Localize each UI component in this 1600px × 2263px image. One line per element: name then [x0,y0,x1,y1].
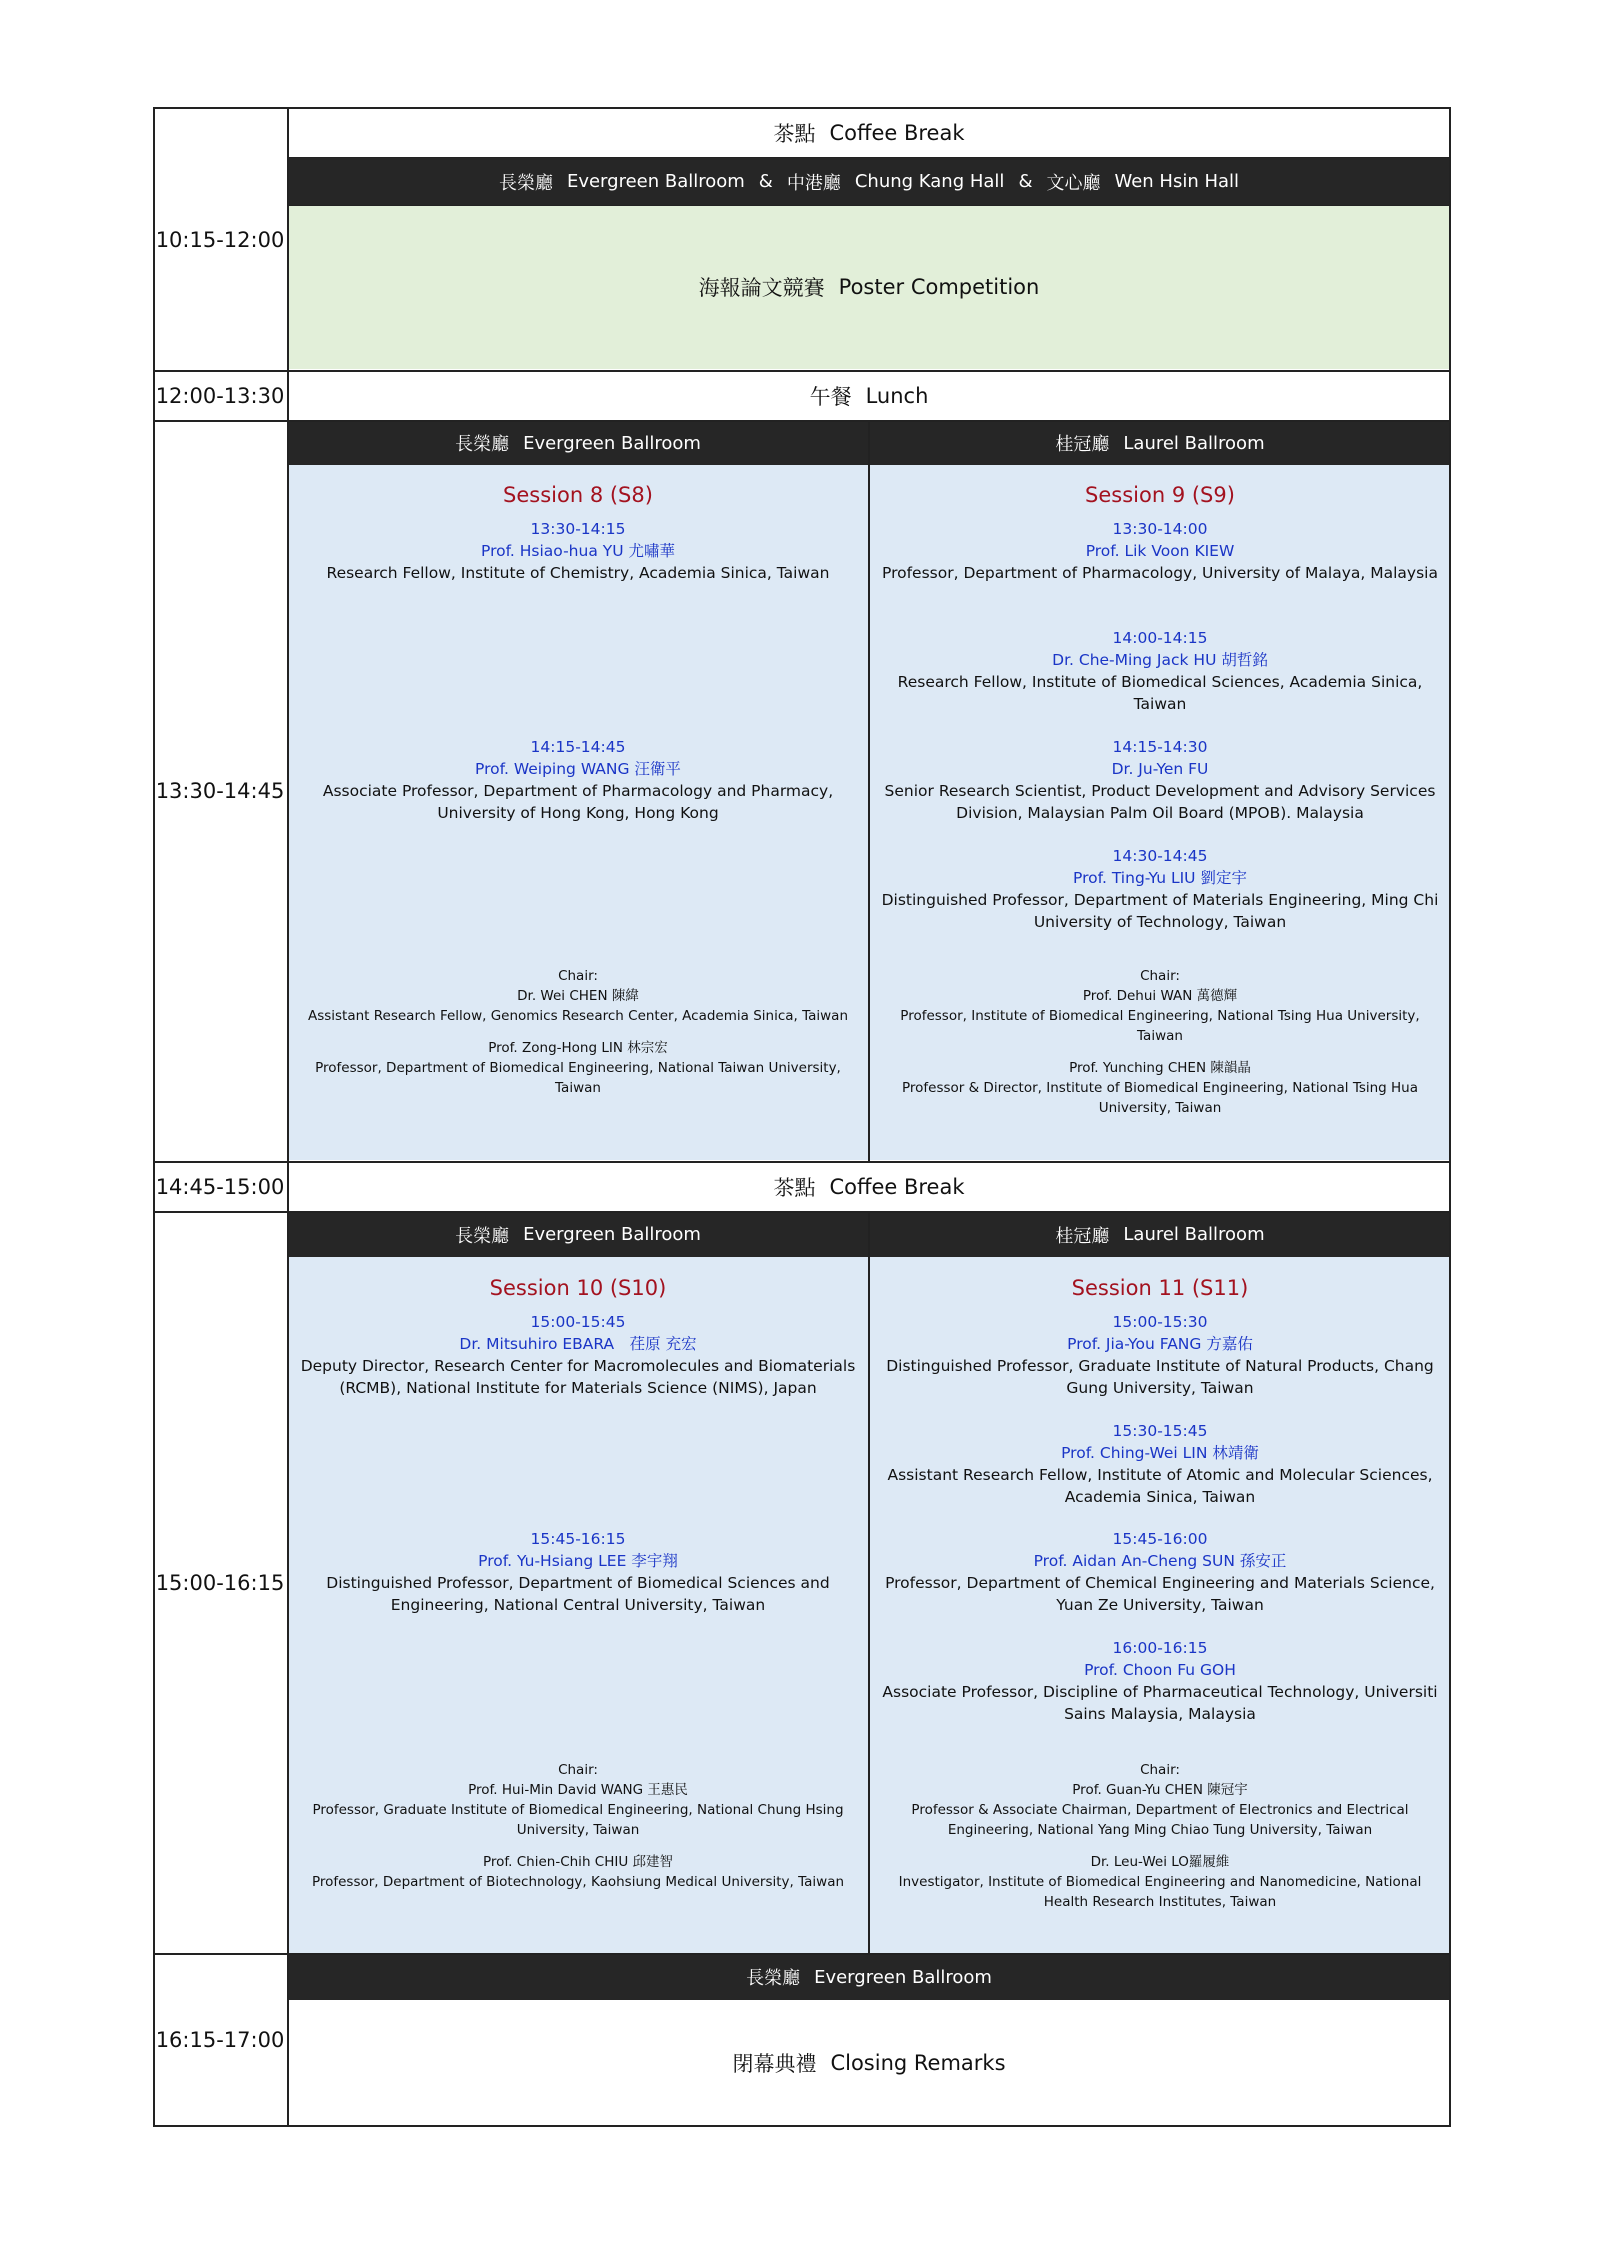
talk-time: 13:30-14:00 [1112,520,1208,538]
poster-competition [288,205,1450,369]
time-slot-1445: 14:45-15:00 [155,1175,285,1199]
venue-zh: 桂冠廳 [1055,1225,1110,1247]
chair-affiliation: Professor & Director, Institute of Biomedical Engineering, National Tsing Hua University, Taiwan [901,1080,1419,1116]
speaker-name: Dr. Che-Ming Jack HU 胡哲銘 [1052,651,1268,669]
venue-wenhsin-en: Wen Hsin Hall [1114,171,1240,192]
table-border-right [1449,107,1451,2127]
venue-chungkang-zh: 中港廳 [786,172,841,194]
row-divider [288,205,1450,206]
speaker-name: Prof. Ching-Wei LIN 林靖衛 [1061,1444,1259,1462]
talk-time: 13:30-14:15 [530,520,626,538]
lunch-en: Lunch [865,384,929,408]
speaker-affiliation: Deputy Director, Research Center for Macromolecules and Biomaterials (RCMB), National Institute for Materials Science (NIMS), Japan [300,1357,856,1397]
talk-s10-1 [292,1311,864,1399]
venue-bar-evergreen [288,421,868,465]
chair-name: Prof. Zong-Hong LIN 林宗宏 [488,1040,668,1056]
row-divider [153,1211,1451,1213]
speaker-name: Prof. Aidan An-Cheng SUN 孫安正 [1033,1552,1287,1570]
talk-time: 15:00-15:30 [1112,1313,1208,1331]
chairs-s9 [870,966,1450,1118]
coffee-break-zh: 茶點 [773,122,816,146]
speaker-affiliation: Research Fellow, Institute of Chemistry, Academia Sinica, Taiwan [326,564,830,582]
talk-s11-2 [880,1420,1440,1508]
venue-en: Evergreen Ballroom [523,1224,701,1245]
speaker-name: Dr. Mitsuhiro EBARA 荏原 充宏 [459,1335,697,1353]
lunch-row [288,371,1450,421]
talk-time: 15:00-15:45 [530,1313,626,1331]
session-title: Session 11 (S11) [1071,1276,1249,1300]
speaker-affiliation: Distinguished Professor, Graduate Institute of Natural Products, Chang Gung University, Taiwan [886,1357,1434,1397]
talk-time: 14:15-14:45 [530,738,626,756]
speaker-name: Prof. Hsiao-hua YU 尤嘯華 [481,542,675,560]
chair-affiliation: Professor, Department of Biotechnology, Kaohsiung Medical University, Taiwan [311,1874,845,1890]
venue-en: Laurel Ballroom [1123,432,1265,454]
chair-label: Chair: [558,1762,598,1778]
speaker-affiliation: Associate Professor, Discipline of Pharmaceutical Technology, Universiti Sains Malaysia, Malaysia [882,1683,1438,1723]
session-column-divider [868,1212,870,1954]
speaker-affiliation: Research Fellow, Institute of Biomedical Sciences, Academia Sinica, Taiwan [897,673,1423,713]
time-slot-1615: 16:15-17:00 [155,2028,285,2052]
talk-s11-1 [880,1311,1440,1399]
chair-label: Chair: [1140,968,1180,984]
talk-time: 15:45-16:00 [1112,1530,1208,1548]
session-10 [288,1275,868,1301]
venue-bar-all-halls [288,158,1450,205]
talk-s10-2 [308,1528,848,1616]
closing-en: Closing Remarks [830,2051,1006,2075]
table-border-left [153,107,155,2127]
coffee-break-en: Coffee Break [829,121,965,145]
venue-evergreen-en: Evergreen Ballroom [566,171,745,192]
time-slot-1015: 10:15-12:00 [155,227,285,252]
talk-s9-4 [874,845,1446,933]
speaker-affiliation: Distinguished Professor, Department of Biomedical Sciences and Engineering, National Central University, Taiwan [326,1574,830,1614]
venue-chungkang-en: Chung Kang Hall [854,171,1005,192]
row-divider [153,420,1451,422]
session-11 [870,1275,1450,1301]
speaker-affiliation: Distinguished Professor, Department of Materials Engineering, Ming Chi University of Technology, Taiwan [881,891,1439,931]
chair-name: Prof. Yunching CHEN 陳韻晶 [1069,1060,1251,1076]
talk-time: 16:00-16:15 [1112,1639,1208,1657]
speaker-affiliation: Professor, Department of Pharmacology, University of Malaya, Malaysia [882,564,1438,582]
lunch-zh: 午餐 [809,385,852,409]
talk-time: 14:00-14:15 [1112,629,1208,647]
time-slot-1200: 12:00-13:30 [155,384,285,408]
speaker-name: Prof. Jia-You FANG 方嘉佑 [1067,1335,1253,1353]
session-title: Session 8 (S8) [503,483,653,507]
speaker-name: Prof. Ting-Yu LIU 劉定宇 [1073,869,1247,887]
talk-s9-2 [890,627,1430,715]
talk-s8-1 [288,518,868,584]
talk-s9-3 [878,736,1442,824]
amp-2: & [1018,171,1033,192]
venue-bar-evergreen-closing [288,1954,1450,2000]
speaker-name: Prof. Yu-Hsiang LEE 李宇翔 [478,1552,678,1570]
row-divider [288,157,1450,158]
closing-zh: 閉幕典禮 [732,2052,817,2076]
venue-zh: 長榮廳 [455,434,510,455]
chair-name: Dr. Wei CHEN 陳緯 [517,988,639,1004]
speaker-affiliation: Senior Research Scientist, Product Development and Advisory Services Division, Malaysian Palm Oil Board (MPOB). Malaysia [884,782,1436,822]
chair-name: Prof. Hui-Min David WANG 王惠民 [468,1782,688,1798]
poster-competition-en: Poster Competition [838,275,1040,299]
chair-name: Dr. Leu-Wei LO羅履維 [1090,1854,1230,1870]
venue-bar-evergreen [288,1212,868,1257]
session-column-divider [868,421,870,1162]
chair-name: Prof. Dehui WAN 萬德輝 [1082,988,1238,1004]
venue-en: Evergreen Ballroom [814,1966,992,1988]
chair-label: Chair: [558,968,598,984]
coffee-break-en: Coffee Break [829,1175,965,1199]
venue-wenhsin-zh: 文心廳 [1046,172,1101,194]
time-slot-1330: 13:30-14:45 [155,779,285,803]
talk-time: 14:15-14:30 [1112,738,1208,756]
coffee-break-2 [288,1162,1450,1212]
chair-affiliation: Investigator, Institute of Biomedical Engineering and Nanomedicine, National Health Research Institutes, Taiwan [898,1874,1422,1910]
chairs-s11 [870,1760,1450,1912]
venue-en: Evergreen Ballroom [523,432,701,454]
venue-zh: 長榮廳 [746,1968,801,1989]
venue-zh: 長榮廳 [455,1225,510,1247]
chair-name: Prof. Guan-Yu CHEN 陳冠宇 [1072,1782,1248,1798]
chair-affiliation: Assistant Research Fellow, Genomics Research Center, Academia Sinica, Taiwan [307,1008,849,1024]
closing-remarks [288,2000,1450,2126]
talk-s9-1 [870,518,1450,584]
session-title: Session 9 (S9) [1085,483,1235,507]
session-9 [870,482,1450,508]
amp-1: & [758,171,773,192]
venue-en: Laurel Ballroom [1123,1224,1265,1245]
chair-label: Chair: [1140,1762,1180,1778]
speaker-affiliation: Assistant Research Fellow, Institute of Atomic and Molecular Sciences, Academia Sinica, Taiwan [887,1466,1433,1506]
time-slot-1500: 15:00-16:15 [155,1571,285,1595]
session-title: Session 10 (S10) [489,1276,667,1300]
talk-time: 15:45-16:15 [530,1530,626,1548]
speaker-affiliation: Professor, Department of Chemical Engineering and Materials Science, Yuan Ze University, Taiwan [885,1574,1435,1614]
venue-bar-laurel [870,421,1450,465]
chair-affiliation: Professor, Graduate Institute of Biomedical Engineering, National Chung Hsing University, Taiwan [312,1802,844,1838]
coffee-break-1 [288,108,1450,158]
talk-time: 15:30-15:45 [1112,1422,1208,1440]
speaker-name: Prof. Choon Fu GOH [1084,1661,1236,1679]
coffee-break-zh: 茶點 [773,1176,816,1200]
time-column-divider [287,107,289,2127]
chair-name: Prof. Chien-Chih CHIU 邱建智 [482,1854,674,1870]
row-divider [153,1161,1451,1163]
chair-affiliation: Professor, Institute of Biomedical Engineering, National Tsing Hua University, Taiwan [900,1008,1420,1044]
row-divider [153,107,1451,109]
row-divider [153,2125,1451,2127]
speaker-name: Dr. Ju-Yen FU [1111,760,1209,778]
chairs-s8 [288,966,868,1098]
session-8 [288,482,868,508]
venue-evergreen-zh: 長榮廳 [498,172,553,194]
chair-affiliation: Professor, Department of Biomedical Engineering, National Taiwan University, Taiwan [315,1060,841,1096]
talk-time: 14:30-14:45 [1112,847,1208,865]
talk-s11-3 [880,1528,1440,1616]
venue-bar-laurel [870,1212,1450,1257]
talk-s8-2 [318,736,838,824]
row-divider [153,370,1451,372]
speaker-name: Prof. Lik Voon KIEW [1085,542,1235,560]
chair-affiliation: Professor & Associate Chairman, Department of Electronics and Electrical Engineering, National Yang Ming Chiao Tung University, Taiwan [911,1802,1409,1838]
row-divider [153,1953,1451,1955]
talk-s11-4 [874,1637,1446,1725]
venue-zh: 桂冠廳 [1055,434,1110,455]
speaker-name: Prof. Weiping WANG 汪衛平 [475,760,681,778]
speaker-affiliation: Associate Professor, Department of Pharmacology and Pharmacy, University of Hong Kong, Hong Kong [322,782,834,822]
poster-competition-zh: 海報論文競賽 [698,276,825,300]
chairs-s10 [288,1760,868,1892]
